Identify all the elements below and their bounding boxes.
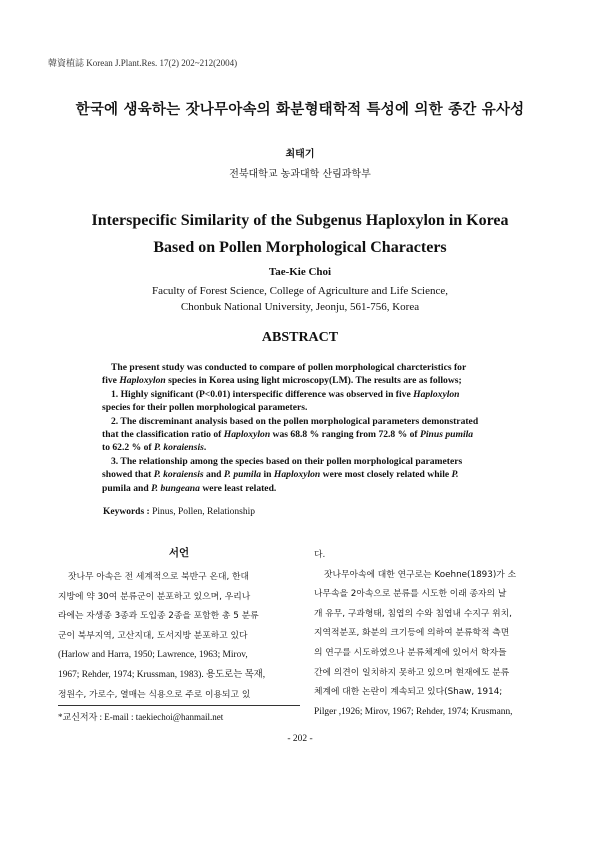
body-line: 정원수, 가로수, 열매는 식용으로 주로 이용되고 있 (58, 689, 251, 700)
keywords (103, 507, 255, 517)
affiliation-english-line-2: Chonbuk National University, Jeonju, 561-756, Korea (180, 301, 420, 313)
abstract-line: 2. The discreminant analysis based on the pollen morphological parameters demonstrated (111, 415, 479, 427)
abstract-line: 3. The relationship among the species based on their pollen morphological parameters (111, 455, 463, 467)
body-line: 잣나무아속에 대한 연구로는 Koehne(1893)가 소 (324, 569, 517, 580)
keywords-text: Pinus, Pollen, Relationship (152, 507, 256, 517)
body-line: 1967; Rehder, 1974; Krussman, 1983). 용도로는 목재, (58, 669, 266, 680)
body-line: 지역적분포, 화분의 크기등에 의하여 분류학적 측면 (314, 628, 510, 639)
footnote: *교신저자 : E-mail : taekiechoi@hanmail.net (58, 712, 224, 722)
abstract-heading: ABSTRACT (261, 330, 339, 345)
abstract-body (102, 361, 502, 495)
abstract-line: species for their pollen morphological parameters. (102, 402, 308, 414)
journal-header: 韓資植誌 Korean J.Plant.Res. 17(2) 202~212(2004) (48, 58, 238, 68)
body-line: 개 유무, 구과형태, 침엽의 수와 침엽내 수지구 위치, (314, 608, 512, 619)
abstract-line: that the classification ratio of Haploxylon was 68.8 % ranging from 72.8 % of Pinus pumila (102, 429, 474, 441)
body-line: 다. (314, 550, 326, 560)
affiliation-english-line-1: Faculty of Forest Science, College of Agriculture and Life Science, (152, 285, 448, 297)
body-line: Pilger ,1926; Mirov, 1967; Rehder, 1974; Krusmann, (314, 706, 513, 717)
abstract-line: The present study was conducted to compare of pollen morphological charcteristics for (111, 362, 467, 373)
body-line: 라에는 자생종 3종과 도입종 2종을 포함한 총 5 분류 (58, 611, 259, 622)
abstract-line: pumila and P. bungeana were least related. (102, 482, 277, 494)
abstract-line: to 62.2 % of P. koraiensis. (102, 442, 207, 454)
title-english-line-1: Interspecific Similarity of the Subgenus Haploxylon in Korea (91, 212, 509, 229)
abstract-line: showed that P. koraiensis and P. pumila in Haploxylon were most closely related while P. (102, 469, 459, 481)
page-number: - 202 - (287, 734, 313, 744)
body-line: 의 연구를 시도하였으나 분류체계에 있어서 학자들 (314, 647, 507, 658)
body-line: (Harlow and Harra, 1950; Lawrence, 1963; Mirov, (58, 650, 248, 661)
body-column-right (314, 546, 554, 722)
body-line: 간에 의견이 일치하지 못하고 있으며 현재에도 분류 (314, 667, 510, 678)
affiliation-english (0, 283, 600, 315)
title-english (0, 207, 600, 261)
body-line: 군이 북부지역, 고산지대, 도서지방 분포하고 있다 (58, 630, 248, 641)
title-english-line-2: Based on Pollen Morphological Characters (153, 239, 447, 256)
body-line: 나무속을 2아속으로 분류를 시도한 이래 종자의 날 (314, 589, 507, 600)
keywords-label: Keywords : (103, 507, 150, 517)
affiliation-korean: 전북대학교 농과대학 산림과학부 (229, 169, 371, 180)
footnote-rule (58, 705, 300, 706)
body-column-left (58, 568, 298, 705)
author-korean: 최태기 (285, 149, 315, 160)
author-english: Tae-Kie Choi (268, 266, 332, 278)
body-line: 체계에 대한 논란이 계속되고 있다(Shaw, 1914; (314, 687, 503, 698)
body-line: 잣나무 아속은 전 세계적으로 북반구 온대, 한대 (68, 572, 250, 582)
title-korean: 한국에 생육하는 잣나무아속의 화분형태학적 특성에 의한 종간 유사성 (75, 102, 525, 118)
body-line: 지방에 약 30여 분류군이 분포하고 있으며, 우리나 (58, 591, 251, 602)
abstract-line: five Haploxylon species in Korea using light microscopy(LM). The results are as follows; (102, 375, 462, 387)
abstract-line: 1. Highly significant (P<0.01) interspecific difference was observed in five Haploxylon (111, 388, 460, 400)
intro-heading: 서언 (168, 547, 190, 559)
